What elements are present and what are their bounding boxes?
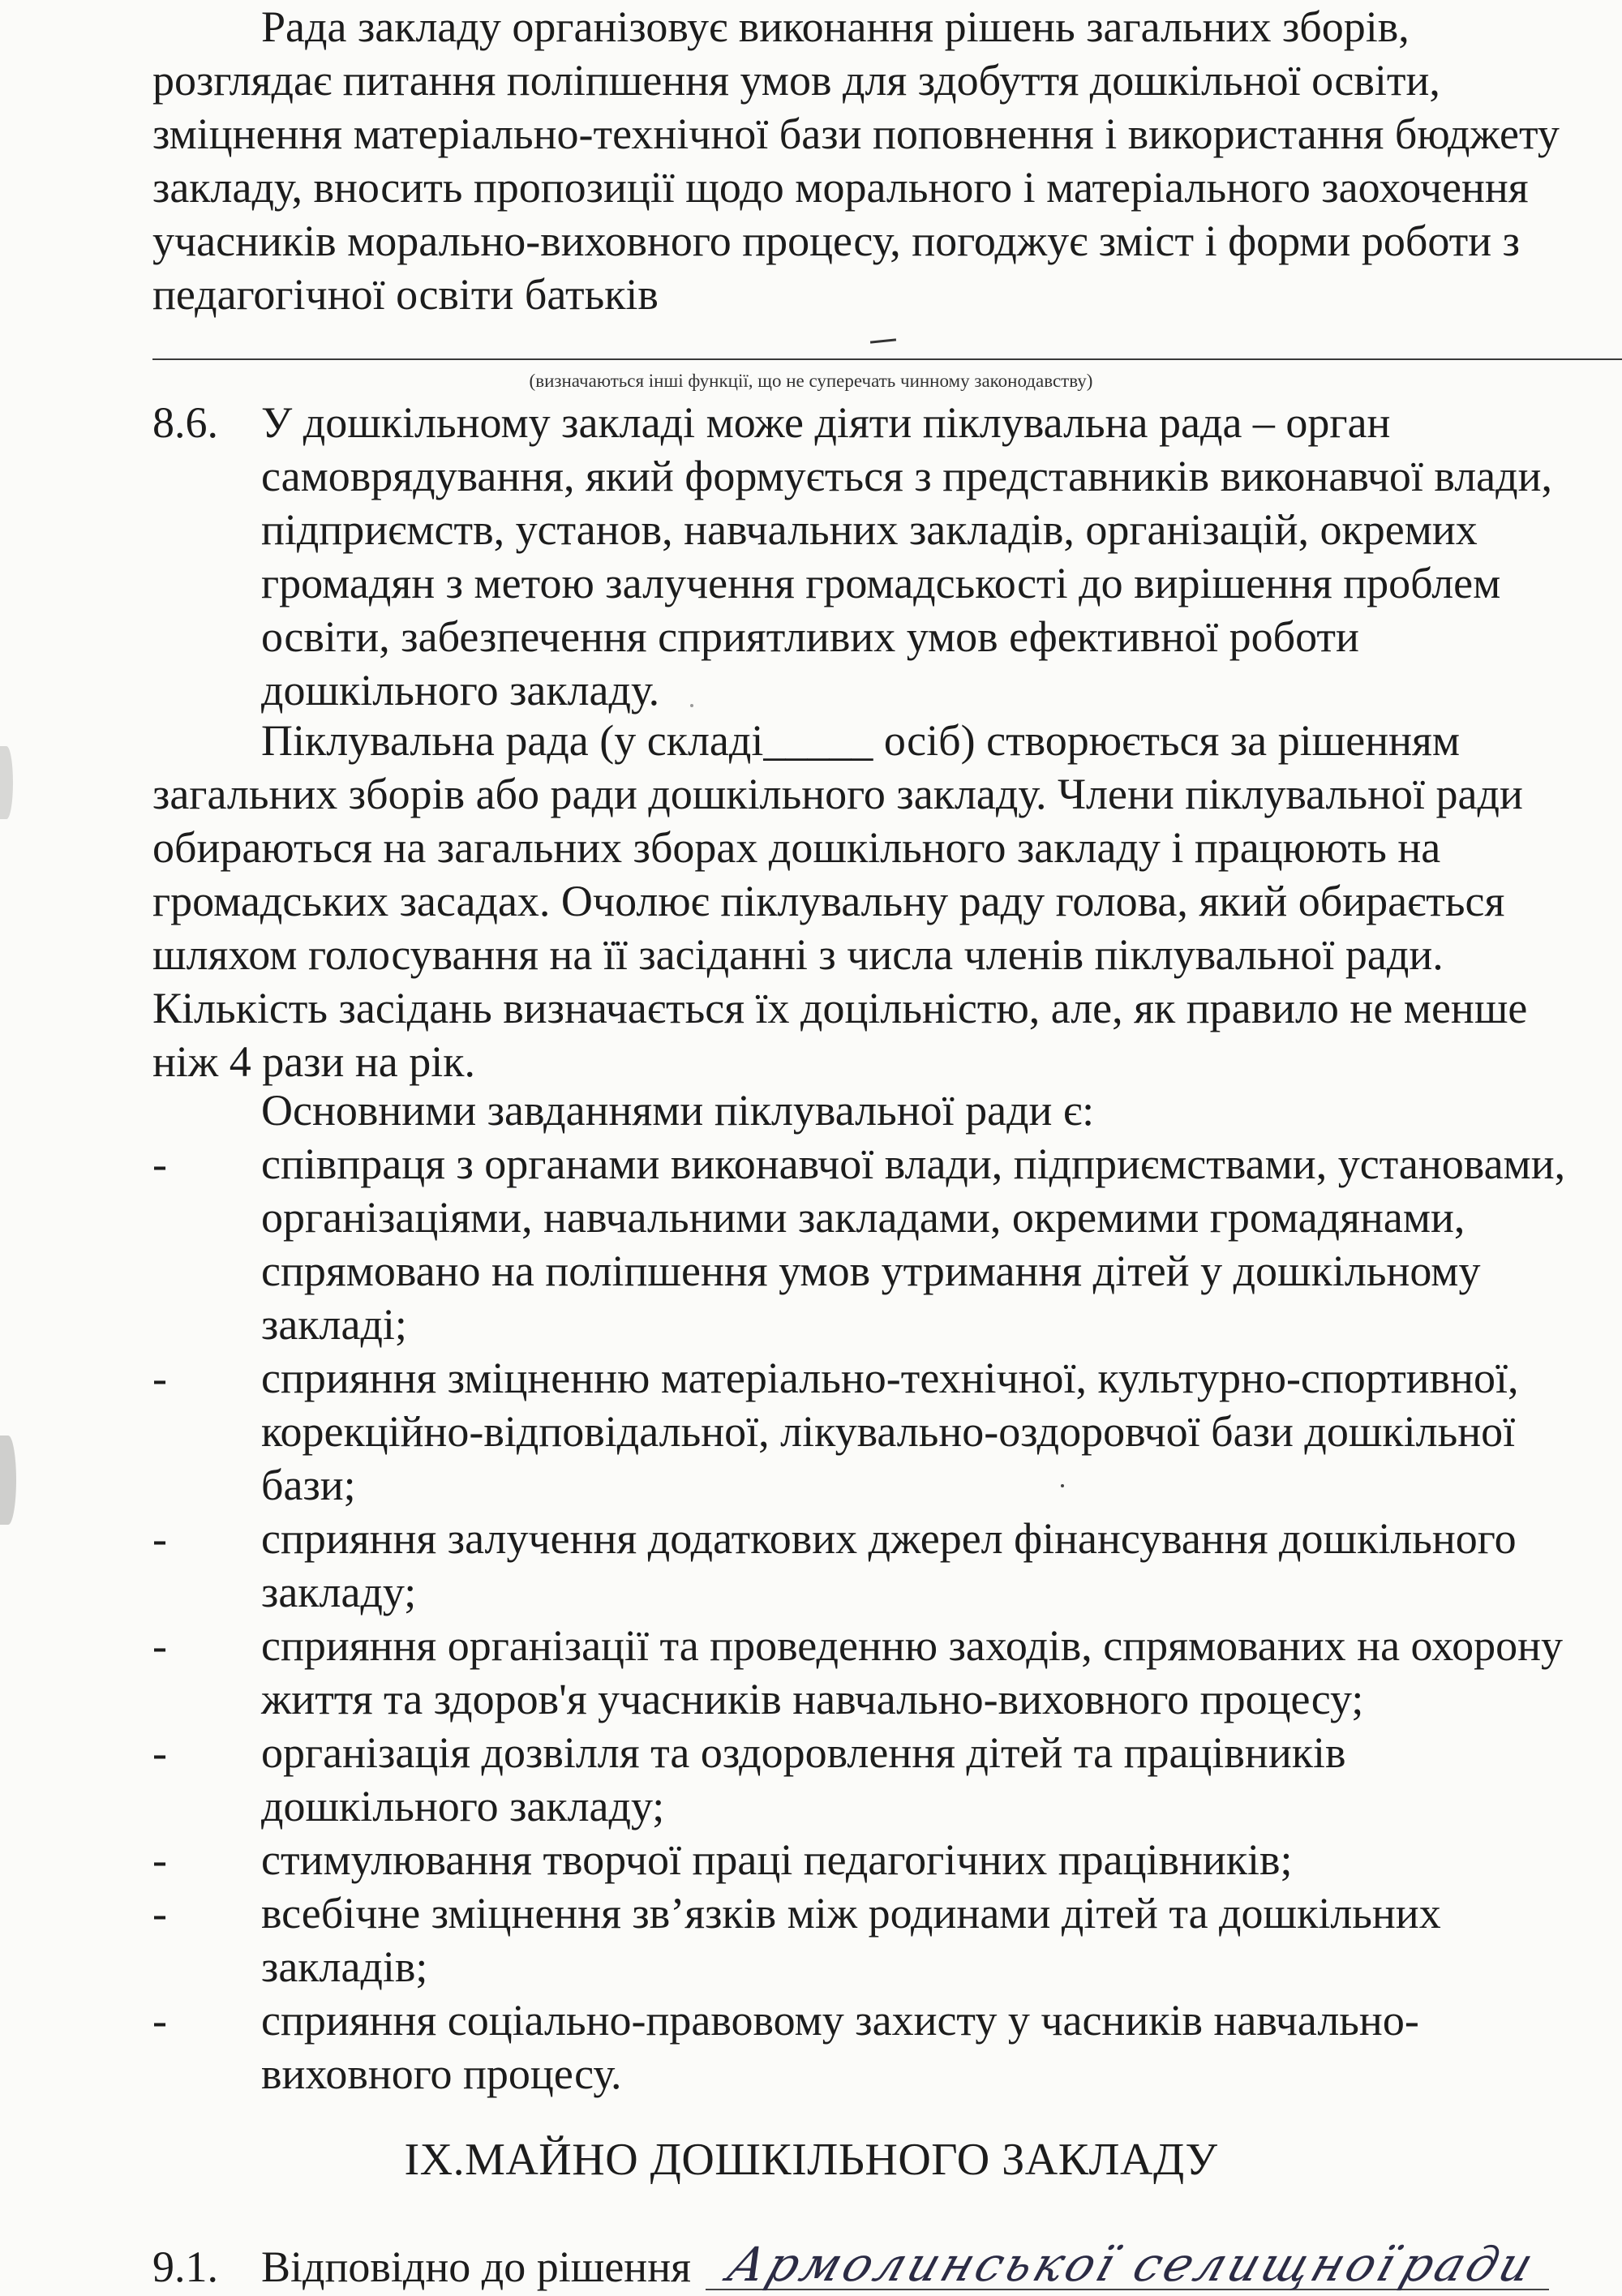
list-item: організаціями, навчальними закладами, окремими громадянами, xyxy=(261,1193,1465,1242)
scan-speck xyxy=(690,704,693,707)
intro-line: закладу, вносить пропозиції щодо морального і матеріального заохочення xyxy=(152,163,1529,212)
list-item: сприяння соціально-правовому захисту у часників навчально- xyxy=(261,1996,1419,2045)
list-item: всебічне зміцнення зв’язків між родинами дітей та дошкільних xyxy=(261,1889,1441,1938)
list-item: бази; xyxy=(261,1461,356,1509)
pen-dash-mark xyxy=(870,338,896,343)
section-line: дошкільного закладу. xyxy=(261,666,660,715)
intro-line: розглядає питання поліпшення умов для здобуття дошкільної освіти, xyxy=(152,56,1440,105)
intro-line: учасників морально-виховного процесу, погоджує зміст і форми роботи з xyxy=(152,217,1520,265)
list-bullet: - xyxy=(152,1621,167,1670)
section-line: освіти, забезпечення сприятливих умов ефективної роботи xyxy=(261,612,1359,661)
list-item: сприяння зміцненню матеріально-технічної, культурно-спортивної, xyxy=(261,1354,1519,1402)
section-line: Відповідно до рішення xyxy=(261,2242,691,2291)
section-line: У дошкільному закладі може діяти піклувальна рада – орган xyxy=(261,398,1391,447)
list-bullet: - xyxy=(152,1514,167,1563)
list-item: організація дозвілля та оздоровлення дітей та працівників xyxy=(261,1728,1346,1777)
list-bullet: - xyxy=(152,1728,167,1777)
binder-hole-mark xyxy=(0,1436,16,1525)
intro-line: педагогічної освіти батьків xyxy=(152,270,659,319)
list-item: закладі; xyxy=(261,1300,407,1349)
list-item: закладів; xyxy=(261,1942,428,1991)
tasks-intro-line: Основними завданнями піклувальної ради є: xyxy=(261,1086,1095,1135)
list-item: стимулювання творчої праці педагогічних працівників; xyxy=(261,1835,1293,1884)
list-item: життя та здоров'я учасників навчально-виховного процесу; xyxy=(261,1675,1364,1723)
scan-speck xyxy=(1061,1484,1064,1487)
intro-line: зміцнення матеріально-технічної бази поповнення і використання бюджету xyxy=(152,109,1560,158)
list-item: виховного процесу. xyxy=(261,2049,622,2098)
list-item: дошкільного закладу; xyxy=(261,1782,665,1830)
list-item: сприяння організації та проведенню заходів, спрямованих на охорону xyxy=(261,1621,1564,1670)
board-line: Кількість засідань визначається їх доцільністю, але, як правило не менше xyxy=(152,984,1528,1032)
list-item: сприяння залучення додаткових джерел фінансування дошкільного xyxy=(261,1514,1517,1563)
list-item: закладу; xyxy=(261,1568,417,1616)
handwritten-text: Армолинської xyxy=(720,2237,1126,2292)
section-line: підприємств, установ, навчальних закладів, організацій, окремих xyxy=(261,505,1478,554)
list-bullet: - xyxy=(152,1139,167,1188)
footnote: (визначаються інші функції, що не суперечать чинному законодавству) xyxy=(529,371,1093,391)
list-item: співпраця з органами виконавчої влади, підприємствами, установами, xyxy=(261,1139,1566,1188)
section-line: самоврядування, який формується з представників виконавчої влади, xyxy=(261,452,1552,500)
list-bullet: - xyxy=(152,1996,167,2045)
board-line: шляхом голосування на її засіданні з числа членів піклувальної ради. xyxy=(152,930,1444,979)
section-heading: IX.МАЙНО ДОШКІЛЬНОГО ЗАКЛАДУ xyxy=(404,2135,1218,2185)
list-bullet: - xyxy=(152,1889,167,1938)
section-line: громадян з метою залучення громадськості до вирішення проблем xyxy=(261,559,1501,607)
section-number-9-1: 9.1. xyxy=(152,2242,218,2291)
list-bullet: - xyxy=(152,1835,167,1884)
section-number-8-6: 8.6. xyxy=(152,398,218,447)
fill-in-rule xyxy=(152,358,1622,360)
list-item: спрямовано на поліпшення умов утримання дітей у дошкільному xyxy=(261,1247,1481,1295)
list-item: корекційно-відповідальної, лікувально-оздоровчої бази дошкільної xyxy=(261,1407,1516,1456)
handwritten-text: ради xyxy=(1393,2237,1543,2292)
board-line: загальних зборів або ради дошкільного закладу. Члени піклувальної ради xyxy=(152,770,1523,818)
board-line: Піклувальна рада (у складі_____ осіб) створюється за рішенням xyxy=(261,716,1461,765)
handwritten-text: селищної xyxy=(1126,2237,1406,2292)
board-line: ніж 4 рази на рік. xyxy=(152,1037,476,1086)
intro-line: Рада закладу організовує виконання рішень загальних зборів, xyxy=(261,2,1410,51)
binder-hole-mark xyxy=(0,746,13,819)
board-line: обираються на загальних зборах дошкільного закладу і працюють на xyxy=(152,823,1441,872)
board-line: громадських засадах. Очолює піклувальну раду голова, який обирається xyxy=(152,877,1505,925)
list-bullet: - xyxy=(152,1354,167,1402)
